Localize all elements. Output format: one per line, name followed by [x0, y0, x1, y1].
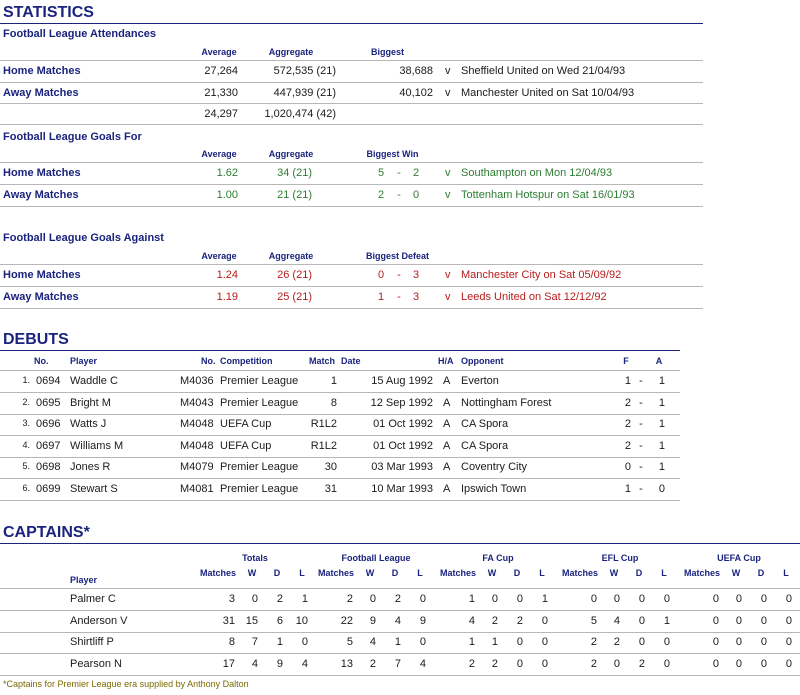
captain-stat: 1 [301, 593, 308, 605]
biggest-opponent: Leeds United on Sat 12/12/92 [461, 291, 607, 303]
captain-stat: 0 [760, 593, 767, 605]
competition: Premier League [220, 461, 299, 473]
match-round: 8 [330, 396, 337, 409]
versus-label: v [445, 269, 451, 281]
debut-row [0, 414, 680, 435]
captains-group-header: FA Cup [482, 553, 514, 563]
player-name: Stewart S [70, 482, 118, 495]
match-number: M4079 [180, 461, 214, 473]
captain-name: Shirtliff P [70, 636, 114, 648]
home-away: A [443, 418, 451, 430]
goals-against-header-biggest: Biggest Defeat [365, 251, 429, 261]
biggest-opponent: Tottenham Hotspur on Sat 16/01/93 [461, 189, 635, 201]
captains-group-header: Totals [242, 553, 268, 563]
captains-sub-header: W [487, 568, 497, 578]
captain-stat: 3 [228, 593, 235, 605]
captains-sub-header: Matches [318, 568, 355, 578]
goals-for-header-average: Average [201, 149, 237, 159]
score-dash: - [639, 396, 643, 409]
score-against: 3 [412, 269, 420, 281]
captains-sub-header: W [731, 568, 741, 578]
captain-stat: 2 [516, 614, 523, 627]
average-value: 1.19 [216, 291, 238, 303]
match-date: 12 Sep 1992 [370, 396, 433, 409]
average-value: 21,330 [204, 87, 238, 99]
captain-stat: 6 [276, 614, 283, 627]
captain-row [0, 611, 800, 632]
score-dash: - [639, 375, 643, 387]
captain-stat: 0 [735, 657, 742, 670]
score-dash: - [639, 439, 643, 452]
attendance-row-home [0, 61, 703, 82]
biggest-opponent: Sheffield United on Wed 21/04/93 [461, 65, 626, 77]
goals-against-header-aggregate: Aggregate [268, 251, 314, 261]
captains-underline [0, 543, 800, 544]
captain-stat: 0 [663, 657, 670, 670]
captain-stat: 4 [613, 614, 620, 627]
versus-label: v [445, 65, 451, 77]
opponent: CA Spora [461, 418, 509, 430]
captains-sub-header: D [757, 568, 765, 578]
statistics-underline [0, 23, 703, 24]
competition: UEFA Cup [220, 439, 272, 452]
match-number: M4081 [180, 482, 214, 495]
competition: Premier League [220, 482, 299, 495]
home-away: A [443, 482, 451, 495]
captain-stat: 0 [516, 636, 523, 648]
total-aggregate-value: 1,020,474 (42) [264, 108, 336, 120]
biggest-opponent: Manchester United on Sat 10/04/93 [461, 87, 635, 99]
captain-stat: 1 [468, 593, 475, 605]
captain-stat: 2 [638, 657, 645, 670]
captain-stat: 0 [369, 593, 376, 605]
captain-name: Palmer C [70, 593, 116, 605]
captain-stat: 0 [613, 657, 620, 670]
debut-row [0, 479, 680, 500]
player-number: 0696 [36, 418, 61, 430]
average-value: 1.00 [216, 189, 238, 201]
goals-against: 1 [658, 439, 665, 452]
captains-sub-header: D [513, 568, 521, 578]
score-dash: - [397, 189, 401, 201]
captain-stat: 5 [346, 636, 353, 648]
captain-stat: 0 [735, 614, 742, 627]
captain-stat: 0 [760, 614, 767, 627]
attendances-header-average: Average [201, 47, 237, 57]
score-dash: - [639, 482, 643, 495]
captain-stat: 2 [346, 593, 353, 605]
captain-stat: 1 [276, 636, 283, 648]
captain-stat: 0 [516, 657, 523, 670]
row-index: 2. [22, 396, 30, 407]
aggregate-value: 34 (21) [277, 167, 312, 179]
captain-stat: 1 [663, 614, 670, 627]
opponent: Nottingham Forest [461, 396, 552, 409]
match-round: 31 [324, 482, 337, 495]
captains-sub-header: W [247, 568, 257, 578]
match-date: 03 Mar 1993 [371, 461, 433, 473]
match-round: R1L2 [310, 418, 337, 430]
captain-stat: 0 [735, 636, 742, 648]
captain-stat: 9 [419, 614, 426, 627]
competition: Premier League [220, 375, 299, 387]
captains-sub-header: Matches [684, 568, 721, 578]
player-number: 0697 [36, 439, 61, 452]
captains-sub-header: L [417, 568, 423, 578]
captain-stat: 2 [491, 614, 498, 627]
captain-stat: 4 [394, 614, 401, 627]
captains-sub-header: D [635, 568, 643, 578]
captain-stat: 4 [419, 657, 426, 670]
row-index: 3. [22, 418, 30, 428]
captain-stat: 0 [760, 657, 767, 670]
goals-for: 1 [624, 375, 631, 387]
captain-stat: 2 [369, 657, 376, 670]
captains-sub-header: Matches [562, 568, 599, 578]
player-name: Jones R [70, 461, 111, 473]
match-number: M4036 [180, 375, 214, 387]
row-index: 6. [22, 482, 30, 493]
row-index: 4. [22, 439, 30, 450]
captains-sub-header: D [273, 568, 281, 578]
score-dash: - [639, 418, 643, 430]
score-against: 3 [412, 291, 420, 303]
captain-stat: 13 [340, 657, 353, 670]
captain-name: Anderson V [70, 614, 128, 627]
captain-stat: 2 [590, 657, 597, 670]
aggregate-value: 447,939 (21) [273, 87, 336, 99]
goals-for-header-aggregate: Aggregate [268, 149, 314, 159]
attendances-title: Football League Attendances [3, 28, 157, 40]
goals-against: 1 [658, 396, 665, 409]
captain-stat: 0 [251, 593, 258, 605]
captain-stat: 2 [394, 593, 401, 605]
opponent: CA Spora [461, 439, 509, 452]
row-label: Away Matches [3, 189, 79, 201]
score-against: 2 [412, 167, 420, 179]
captain-stat: 0 [785, 636, 792, 648]
goals-against: 0 [658, 482, 665, 495]
captain-row [0, 654, 800, 675]
captains-group-header: EFL Cup [601, 553, 639, 563]
captain-stat: 0 [712, 614, 719, 627]
captain-stat: 0 [785, 657, 792, 670]
score-dash: - [397, 291, 401, 303]
captain-stat: 0 [638, 636, 645, 648]
player-number: 0698 [36, 461, 61, 473]
score-against: 0 [412, 189, 420, 201]
attendance-row-total [0, 104, 703, 125]
captains-sub-header: W [609, 568, 619, 578]
captain-stat: 0 [516, 593, 523, 605]
versus-label: v [445, 189, 451, 201]
captain-stat: 4 [301, 657, 308, 670]
goals-for: 2 [624, 396, 631, 409]
score-for: 2 [377, 189, 385, 201]
captain-stat: 9 [276, 657, 283, 670]
captains-sub-header: L [299, 568, 305, 578]
match-number: M4048 [180, 418, 214, 430]
captain-stat: 9 [369, 614, 376, 627]
captain-stat: 0 [301, 636, 308, 648]
goals-for: 0 [624, 461, 631, 473]
captains-sub-header: L [539, 568, 545, 578]
match-date: 01 Oct 1992 [373, 439, 433, 452]
captain-stat: 0 [712, 657, 719, 670]
average-value: 1.62 [216, 167, 238, 179]
debuts-header-date: Date [341, 356, 361, 366]
player-number: 0699 [36, 482, 61, 495]
captain-stat: 0 [613, 593, 620, 605]
competition: Premier League [220, 396, 299, 409]
captain-stat: 7 [251, 636, 258, 648]
player-name: Waddle C [70, 375, 118, 387]
captain-stat: 0 [541, 657, 548, 670]
score-for: 1 [377, 291, 385, 303]
home-away: A [443, 439, 451, 452]
debuts-header-opponent: Opponent [461, 356, 504, 366]
captains-sub-header: L [783, 568, 789, 578]
match-round: 1 [330, 375, 337, 387]
captain-stat: 2 [491, 657, 498, 670]
captain-stat: 0 [663, 636, 670, 648]
captain-stat: 31 [222, 614, 235, 627]
home-away: A [443, 396, 451, 409]
debuts-header-f: F [623, 356, 629, 366]
captain-stat: 0 [785, 593, 792, 605]
debuts-underline [0, 350, 680, 351]
match-date: 10 Mar 1993 [371, 482, 433, 495]
captain-stat: 0 [638, 614, 645, 627]
match-round: R1L2 [310, 439, 337, 452]
goals-against-row-home [0, 265, 703, 286]
captains-group-header: UEFA Cup [717, 553, 761, 563]
debut-row [0, 436, 680, 457]
home-away: A [443, 375, 451, 387]
biggest-value: 38,688 [399, 65, 433, 77]
captain-stat: 1 [394, 636, 401, 648]
captain-stat: 22 [340, 614, 353, 627]
debuts-header-no: No. [34, 356, 49, 366]
captains-footnote: *Captains for Premier League era supplied by Anthony Dalton [3, 679, 249, 689]
captains-sub-header: D [391, 568, 399, 578]
captain-stat: 1 [541, 593, 548, 605]
biggest-opponent: Southampton on Mon 12/04/93 [461, 167, 613, 179]
score-for: 5 [377, 167, 385, 179]
score-for: 0 [377, 269, 385, 281]
captain-row [0, 589, 800, 610]
row-label: Away Matches [3, 291, 79, 303]
versus-label: v [445, 87, 451, 99]
debut-row [0, 457, 680, 478]
player-number: 0694 [36, 375, 61, 387]
debuts-header-player: Player [70, 356, 98, 366]
captain-stat: 4 [251, 657, 258, 670]
match-number: M4048 [180, 439, 214, 452]
player-name: Williams M [70, 439, 124, 452]
debuts-header-a: A [655, 356, 663, 366]
aggregate-value: 25 (21) [277, 291, 312, 303]
goals-for: 1 [624, 482, 631, 495]
row-label: Home Matches [3, 65, 81, 77]
goals-for-row-home [0, 163, 703, 184]
captain-stat: 0 [541, 636, 548, 648]
row-label: Home Matches [3, 269, 81, 281]
competition: UEFA Cup [220, 418, 272, 430]
debut-row [0, 393, 680, 414]
captains-group-header: Football League [341, 553, 411, 563]
captain-stat: 15 [245, 614, 258, 627]
aggregate-value: 572,535 (21) [273, 65, 336, 77]
match-round: 30 [324, 461, 337, 473]
goals-against-row-away [0, 287, 703, 308]
goals-for: 2 [624, 418, 631, 430]
captain-stat: 2 [276, 593, 283, 605]
captain-stat: 0 [590, 593, 597, 605]
captains-sub-header: Matches [200, 568, 237, 578]
goals-against: 1 [658, 461, 665, 473]
biggest-opponent: Manchester City on Sat 05/09/92 [461, 269, 622, 281]
captain-stat: 1 [468, 636, 475, 648]
captain-row [0, 632, 800, 653]
match-date: 01 Oct 1992 [373, 418, 433, 430]
captain-stat: 0 [785, 614, 792, 627]
captain-stat: 0 [419, 636, 426, 648]
match-number: M4043 [180, 396, 214, 409]
captain-stat: 0 [663, 593, 670, 605]
debuts-header-competition: Competition [220, 356, 273, 366]
captain-stat: 0 [712, 593, 719, 605]
score-dash: - [397, 269, 401, 281]
total-average-value: 24,297 [204, 108, 238, 120]
average-value: 1.24 [216, 269, 238, 281]
attendance-row-away [0, 83, 703, 104]
row-index: 5. [22, 461, 30, 471]
player-name: Bright M [70, 396, 111, 409]
debuts-header-match-no: No. [201, 356, 216, 366]
goals-for-header-biggest: Biggest Win [366, 149, 419, 159]
captains-header-player: Player [70, 575, 98, 585]
score-dash: - [397, 167, 401, 179]
captains-sub-header: W [365, 568, 375, 578]
captain-stat: 0 [541, 614, 548, 627]
captain-stat: 17 [222, 657, 235, 670]
goals-for-row-away [0, 185, 703, 206]
aggregate-value: 21 (21) [277, 189, 312, 201]
opponent: Coventry City [461, 461, 528, 473]
goals-against: 1 [658, 418, 665, 430]
captains-sub-header: Matches [440, 568, 477, 578]
captain-stat: 4 [468, 614, 475, 627]
captains-sub-header: L [661, 568, 667, 578]
captain-stat: 5 [590, 614, 597, 627]
player-number: 0695 [36, 396, 61, 409]
row-label: Away Matches [3, 87, 79, 99]
captain-stat: 8 [228, 636, 235, 648]
statistics-title: STATISTICS [3, 4, 94, 21]
versus-label: v [445, 167, 451, 179]
goals-against: 1 [658, 375, 665, 387]
captain-stat: 1 [491, 636, 498, 648]
score-dash: - [639, 461, 643, 473]
average-value: 27,264 [204, 65, 238, 77]
captain-stat: 2 [590, 636, 597, 648]
captain-stat: 2 [613, 636, 620, 648]
debut-row [0, 371, 680, 392]
goals-against-title: Football League Goals Against [3, 232, 164, 244]
captain-stat: 10 [295, 614, 308, 627]
attendances-header-biggest: Biggest [370, 47, 404, 57]
captain-stat: 0 [638, 593, 645, 605]
captain-stat: 4 [369, 636, 376, 648]
aggregate-value: 26 (21) [277, 269, 312, 281]
captain-stat: 0 [735, 593, 742, 605]
debuts-title: DEBUTS [3, 331, 69, 348]
captain-name: Pearson N [70, 657, 122, 670]
biggest-value: 40,102 [399, 87, 433, 99]
goals-for-title: Football League Goals For [3, 131, 142, 143]
debuts-header-match: Match [309, 356, 336, 366]
debuts-header-ha: H/A [438, 356, 454, 366]
captains-title: CAPTAINS* [3, 524, 90, 541]
captain-stat: 7 [394, 657, 401, 670]
opponent: Everton [461, 375, 499, 387]
row-index: 1. [22, 375, 30, 385]
match-date: 15 Aug 1992 [371, 375, 433, 387]
goals-for: 2 [624, 439, 631, 452]
captain-stat: 0 [760, 636, 767, 648]
home-away: A [443, 461, 451, 473]
goals-against-header-average: Average [201, 251, 237, 261]
captain-stat: 0 [712, 636, 719, 648]
versus-label: v [445, 291, 451, 303]
row-label: Home Matches [3, 167, 81, 179]
player-name: Watts J [70, 418, 107, 430]
captain-stat: 0 [491, 593, 498, 605]
attendances-header-aggregate: Aggregate [268, 47, 314, 57]
captain-stat: 0 [419, 593, 426, 605]
captain-stat: 2 [468, 657, 475, 670]
opponent: Ipswich Town [461, 482, 527, 495]
